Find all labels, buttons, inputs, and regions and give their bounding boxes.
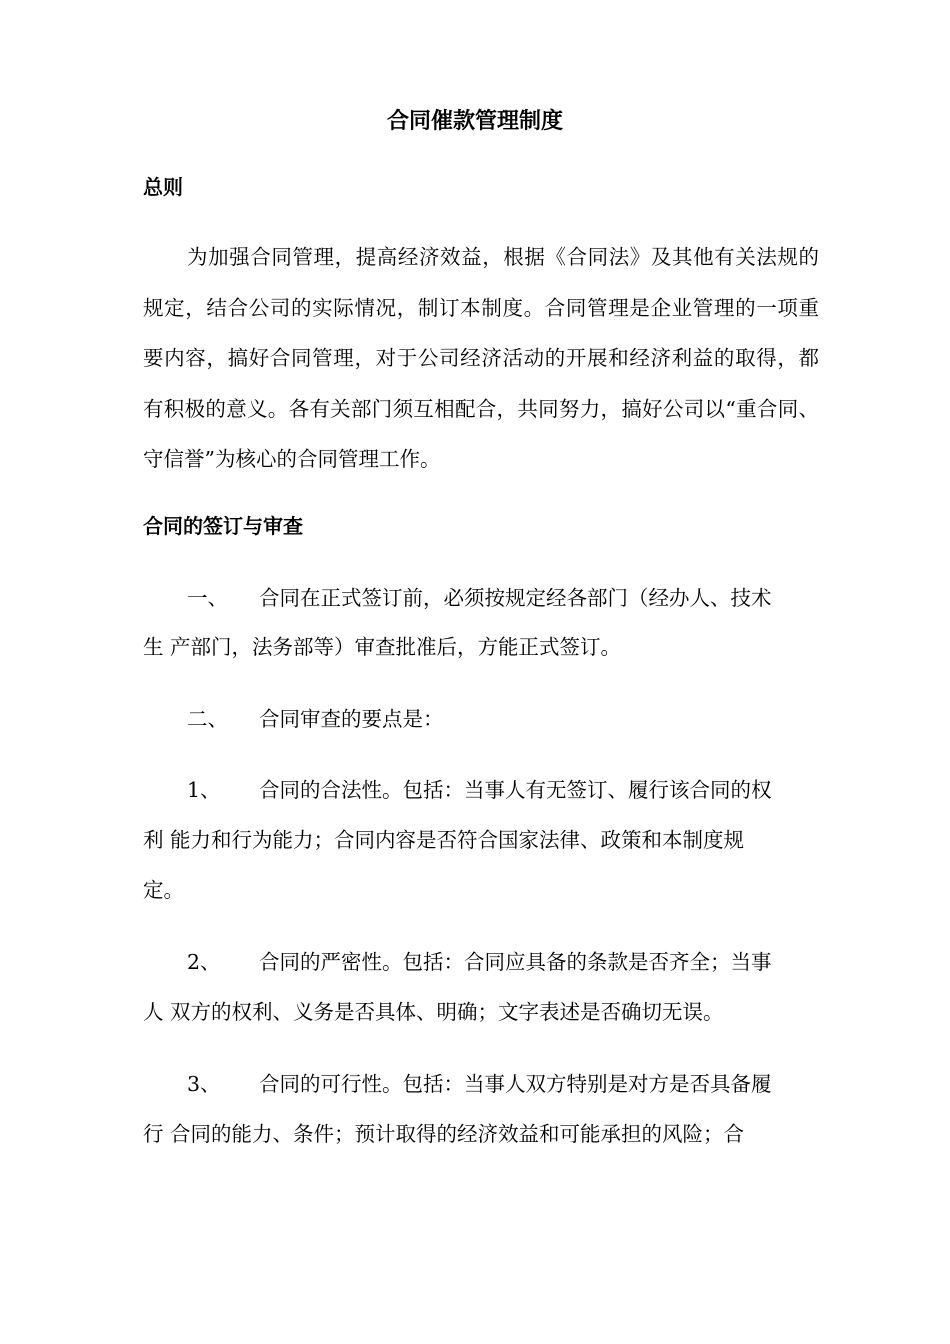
list-item [143, 772, 819, 808]
item-number: 2、 [187, 950, 221, 974]
item-text: 合同的可行性。包括：当事人双方特别是对方是否具备履 [259, 1072, 772, 1096]
section-heading-signing-review: 合同的签订与审查 [143, 514, 303, 538]
item-continuation: 人 双方的权利、义务是否具体、明确；文字表述是否确切无误。 [143, 1000, 724, 1024]
list-item [143, 944, 819, 980]
section-heading-general: 总则 [143, 175, 183, 199]
item-continuation: 生 产部门，法务部等）审查批准后，方能正式签订。 [143, 635, 622, 659]
item-continuation: 利 能力和行为能力；合同内容是否符合国家法律、政策和本制度规 [143, 828, 745, 852]
item-continuation: 行 合同的能力、条件；预计取得的经济效益和可能承担的风险；合 [143, 1122, 745, 1146]
list-item [143, 580, 819, 616]
general-paragraph: 为加强合同管理，提高经济效益，根据《合同法》及其他有关法规的规定，结合公司的实际情况，制订本制度。合同管理是企业管理的一项重要内容，搞好合同管理，对于公司经济活动的开展和经济利益的取得，都有积极的意义。各有关部门须互相配合，共同努力，搞好公司以“重合同、守信誉”为核心的合同管理工作。 [143, 245, 819, 471]
list-item [143, 701, 819, 737]
item-text: 合同的合法性。包括：当事人有无签订、履行该合同的权 [259, 778, 772, 802]
item-number: 1、 [187, 778, 221, 802]
document-title: 合同催款管理制度 [386, 109, 563, 134]
item-number: 二、 [187, 707, 228, 731]
item-continuation: 定。 [143, 878, 184, 902]
item-text: 合同在正式签订前，必须按规定经各部门（经办人、技术 [259, 586, 772, 610]
item-text: 合同审查的要点是： [259, 707, 444, 731]
item-number: 一、 [187, 586, 228, 610]
list-item [143, 1066, 819, 1102]
item-number: 3、 [187, 1072, 221, 1096]
item-text: 合同的严密性。包括：合同应具备的条款是否齐全；当事 [259, 950, 772, 974]
